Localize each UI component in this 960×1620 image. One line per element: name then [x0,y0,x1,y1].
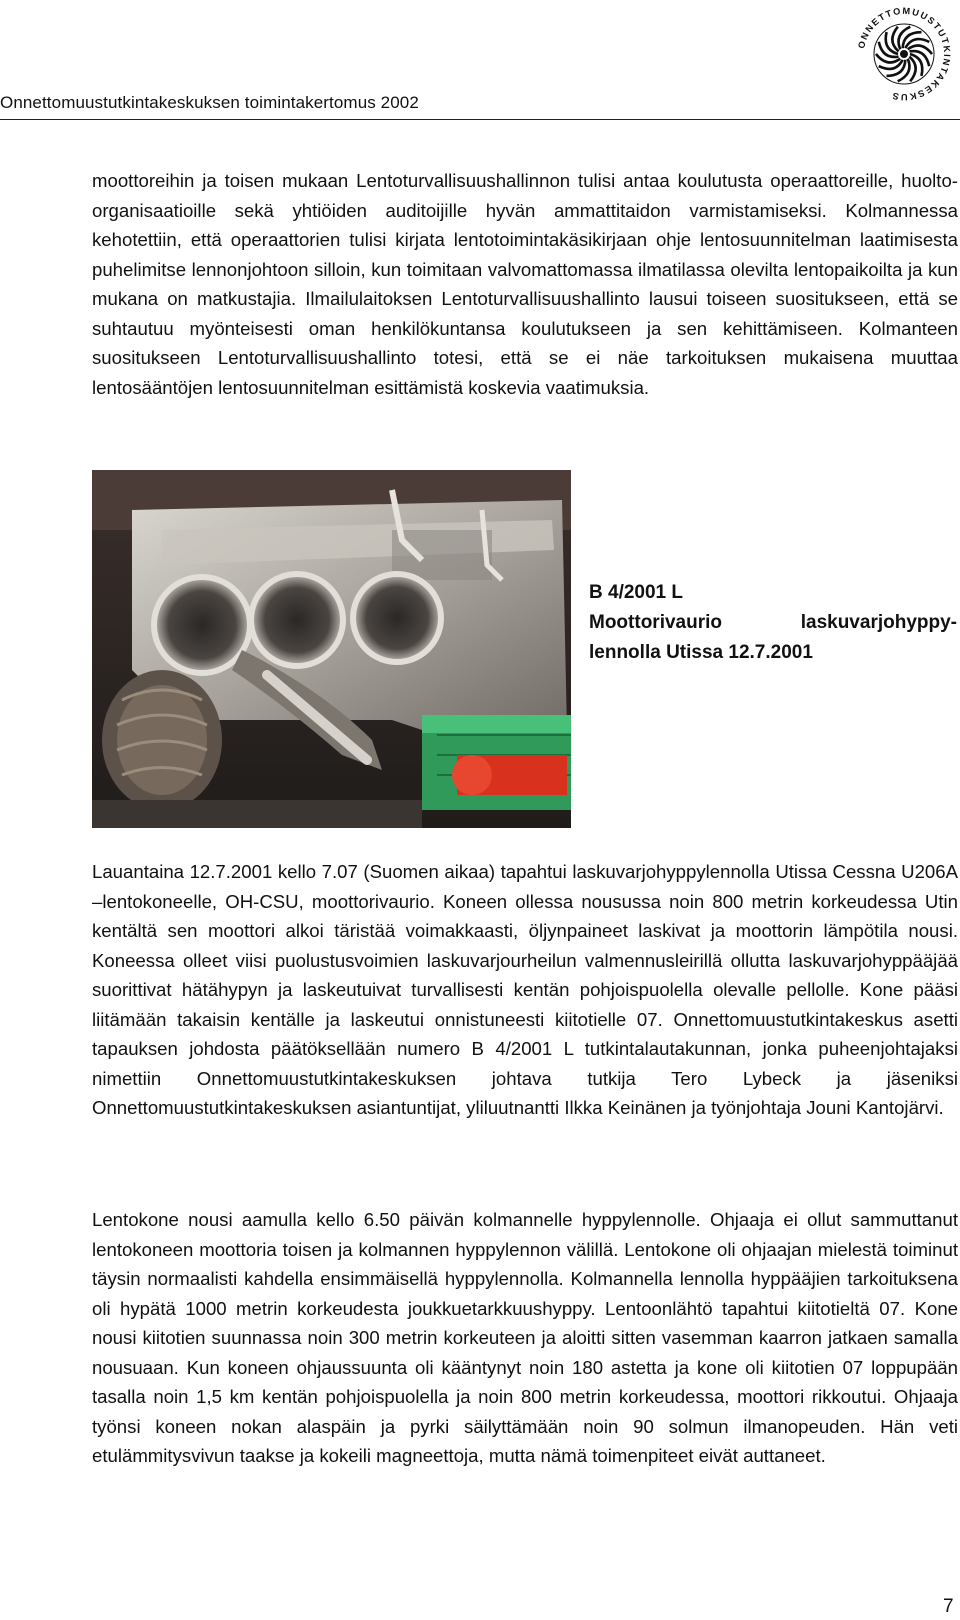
photo-caption [589,578,957,668]
caption-location-date: lennolla Utissa 12.7.2001 [589,642,813,663]
seal-ring-text: ONNETTOMUUSTUTKINTAKESKUS [856,5,953,103]
incident-paragraph: Lauantaina 12.7.2001 kello 7.07 (Suomen aikaa) tapahtui laskuvarjohyppylennolla Utissa Cessna U206A –lentokoneelle, OH-CSU, moottorivaurio. Koneen ollessa nousussa noin 800 metrin korkeudessa Utin kentältä sen moottori alkoi täristää voimakkaasti, öljynpaineet laskivat ja moottorin lämpötila nousi. Koneessa olleet viisi puolustusvoimien laskuvarjourheilun valmennusleirillä ollutta laskuvarjohyppääjää suorittivat hätähypyn ja laskeutuivat turvallisesti kentän pohjoispuolella olevalle pellolle. Kone pääsi liitämään takaisin kentälle ja laskeutui onnistuneesti kiitotielle 07. Onnettomuustutkintakeskus asetti tapauksen johdosta päätöksellään numero B 4/2001 L tutkintalautakunnan, jonka puheenjohtajaksi nimettiin Onnettomuustutkintakeskuksen johtava tutkija Tero Lybeck ja jäseniksi Onnettomuustutkintakeskuksen asiantuntijat, yliluutnantti Ilkka Keinänen ja työnjohtaja Jouni Kantojärvi. [92,861,958,1118]
header-divider [0,119,960,120]
engine-damage-photo [92,470,571,828]
document-title: Onnettomuustutkintakeskuksen toimintakertomus 2002 [0,93,419,112]
flight-paragraph: Lentokone nousi aamulla kello 6.50 päivän kolmannelle hyppylennolle. Ohjaaja ei ollut sammuttanut lentokoneen moottoria toisen ja kolmannen hyppylennon välillä. Lentokone oli ohjaajan mielestä toiminut täysin normaalisti kahdella ensimmäisellä hyppylennolla. Kolmannella lennolla hyppääjien tarkoituksena oli hypätä 1000 metrin korkeudesta joukkuetarkkuushyppy. Lentoonlähtö tapahtui kiitotieltä 07. Kone nousi kiitotien suunnassa noin 300 metrin korkeuteen ja aloitti sitten vasemman kaarron jatkaen samalla nousuaan. Kun koneen ohjaussuunta oli kääntynyt noin 180 astetta ja kone oli kiitotien 07 loppupään tasalla noin 1,5 km kentän pohjoispuolella ja noin 800 metrin korkeudessa, moottori rikkoutui. Ohjaaja työnsi koneen nokan alaspäin ja pyrki säilyttämään noin 90 solmun ilmanopeuden. Hän veti etulämmitysvivun taakse ja kokeili magneettoja, mutta nämä toimenpiteet eivät auttaneet. [92,1209,958,1466]
caption-title-line [589,608,957,638]
caption-title-part: laskuvarjohyppy- [800,612,957,633]
caption-title-part: Moottorivaurio [589,612,722,633]
page-number: 7 [943,1596,954,1617]
agency-seal-icon [852,2,956,106]
caption-case-number: B 4/2001 L [589,582,683,603]
intro-paragraph: moottoreihin ja toisen mukaan Lentoturvallisuushallinnon tulisi antaa koulutusta operaattoreille, huolto-organisaatioille sekä yhtiöiden auditoijille hyvän ammattitaidon varmistamiseksi. Kolmannessa kehotettiin, että operaattorien tulisi kirjata lentotoimintakäsikirjaan ohje lentosuunnitelman laatimisesta puhelimitse lennonjohtoon silloin, kun toimitaan valvomattomassa ilmatilassa olevilta lentopaikoilta ja kun mukana on matkustajia. Ilmailulaitoksen Lentoturvallisuushallinto lausui toiseen suositukseen, että se suhtautuu myönteisesti oman henkilökuntansa koulutukseen ja sen kehittämiseen. Kolmanteen suositukseen Lentoturvallisuushallinto totesi, että se ei näe tarkoituksen mukaisena muuttaa lentosääntöjen lentosuunnitelman esittämistä koskevia vaatimuksia. [92,170,958,398]
